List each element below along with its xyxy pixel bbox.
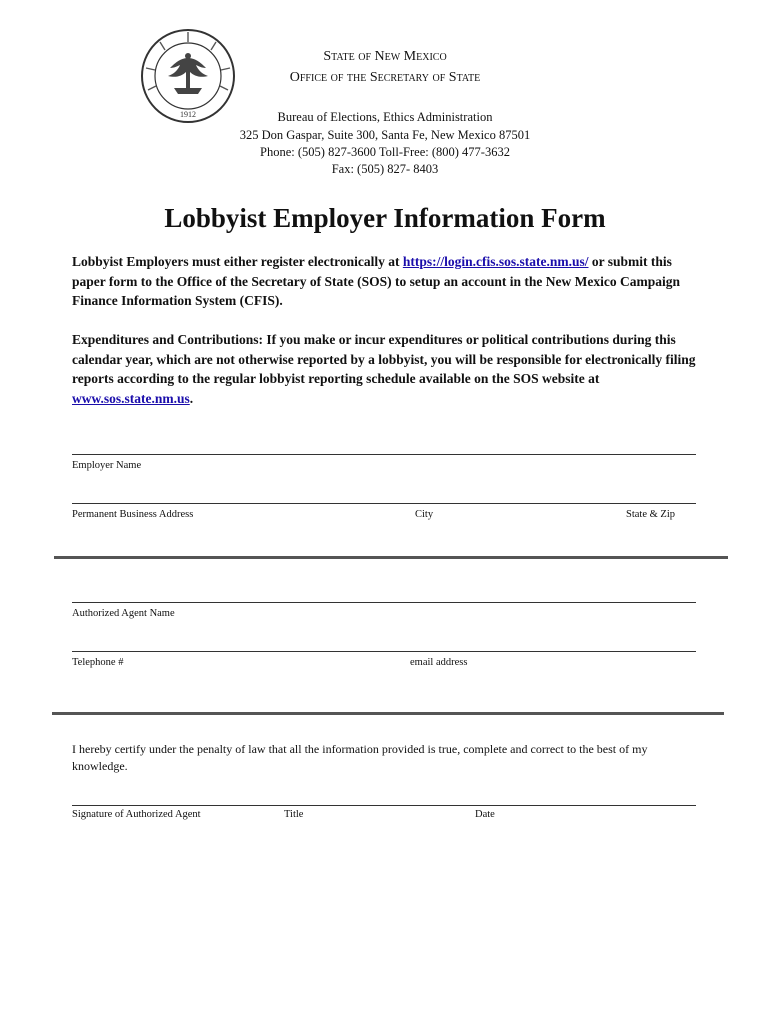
header-state: State of New Mexico — [323, 49, 447, 64]
employer-name-line[interactable] — [72, 454, 696, 455]
cfis-login-link[interactable]: https://login.cfis.sos.state.nm.us/ — [402, 254, 589, 269]
intro-text-2: or submit this paper form to the Office of the Secretary of State (SOS) to setup an account in the New Mexico Campaign Finance Information System (CFIS). — [72, 254, 681, 308]
expenditures-text-2: . — [189, 390, 194, 406]
employer-name-label: Employer Name — [72, 460, 142, 471]
agent-name-line[interactable] — [72, 602, 696, 603]
expenditures-paragraph — [72, 330, 697, 408]
header-bureau: Bureau of Elections, Ethics Administration — [277, 110, 493, 124]
city-label: City — [415, 509, 434, 520]
header-office: Office of the Secretary of State — [289, 70, 481, 85]
date-label: Date — [475, 809, 495, 820]
state-zip-label: State & Zip — [626, 509, 675, 520]
header-phone: Phone: (505) 827-3600 Toll-Free: (800) 477-3632 — [260, 145, 510, 159]
email-label: email address — [410, 657, 468, 668]
title-label: Title — [284, 809, 304, 820]
business-address-label: Permanent Business Address — [72, 509, 194, 520]
telephone-email-line[interactable] — [72, 651, 696, 652]
expenditures-text-1: Expenditures and Contributions: If you make or incur expenditures or political contributions during this calendar year, which are not otherwise reported by a lobbyist, you will be responsible for electronically filing reports according to the regular lobbyist reporting schedule available on the SOS website at — [72, 332, 696, 386]
header-fax: Fax: (505) 827- 8403 — [331, 162, 439, 176]
signature-line[interactable] — [72, 805, 696, 806]
form-title: Lobbyist Employer Information Form — [164, 203, 606, 233]
intro-paragraph — [72, 252, 697, 311]
agent-name-label: Authorized Agent Name — [72, 608, 175, 619]
svg-text:1912: 1912 — [180, 110, 196, 119]
header-address: 325 Don Gaspar, Suite 300, Santa Fe, New Mexico 87501 — [239, 128, 531, 142]
section-divider — [54, 556, 728, 559]
signature-label: Signature of Authorized Agent — [72, 809, 201, 820]
telephone-label: Telephone # — [72, 657, 124, 668]
section-divider — [52, 712, 724, 715]
sos-website-link[interactable]: www.sos.state.nm.us — [72, 390, 190, 406]
certification-text: I hereby certify under the penalty of law that all the information provided is true, complete and correct to the best of my knowledge. — [72, 742, 648, 773]
intro-text-1: Lobbyist Employers must either register electronically at — [72, 254, 403, 269]
business-address-line[interactable] — [72, 503, 696, 504]
